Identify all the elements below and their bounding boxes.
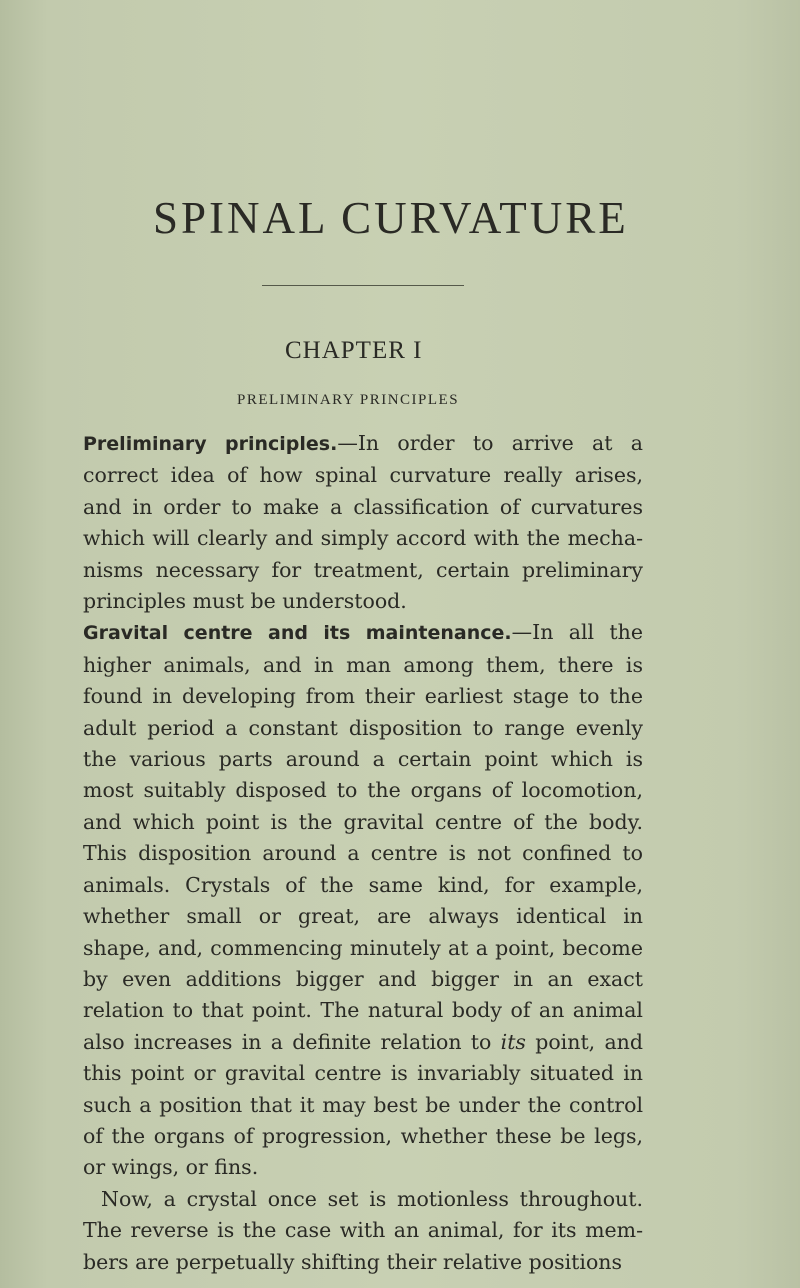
emphasis-text: its <box>500 1029 526 1054</box>
chapter-heading: CHAPTER I <box>285 337 423 364</box>
paragraph-text: —In all the higher animals, and in man among them, there is found in developing from their earliest stage to the adult period a constant disposition to range evenly the various parts around a certain point which is most suitably disposed to the organs of locomotion, and which point is the gravital centre of the body. This disposition around a centre is not confined to animals. Crystals of the same kind, for example, whether small or great, are always identical in shape, and, commencing minutely at a point, become by even additions bigger and bigger in an exact relation to that point. The natural body of an animal also increases in a definite relation to <box>83 620 644 1054</box>
paragraph-text-continued: point, and this point or gravital centre is invariably situated in such a position that it may best be under the control of the organs of progression, whether these be legs, or wings, or fins. <box>83 1029 643 1180</box>
book-title: SPINAL CURVATURE <box>153 193 629 243</box>
paragraph-preliminary-principles <box>83 428 643 617</box>
paragraph-gravital-centre <box>83 617 643 1183</box>
paragraph-lead: Preliminary principles. <box>83 433 338 455</box>
paragraph-lead: Gravital centre and its maintenance. <box>83 622 512 645</box>
title-rule <box>262 285 464 286</box>
paragraph-crystal-motion <box>83 1184 643 1278</box>
chapter-subtitle: PRELIMINARY PRINCIPLES <box>237 392 460 408</box>
paragraph-text: —In order to arrive at a correct idea of how spinal curvature really arises, and in order to make a classification of curvatures which will clearly and simply accord with the mecha-nisms necessary for treatment, certain preliminary principles must be understood. <box>83 431 644 614</box>
paragraph-text: Now, a crystal once set is motionless throughout. The reverse is the case with an animal, for its mem-bers are perpetually shifting their relative positions <box>83 1186 643 1274</box>
chapter-body <box>83 428 643 1278</box>
